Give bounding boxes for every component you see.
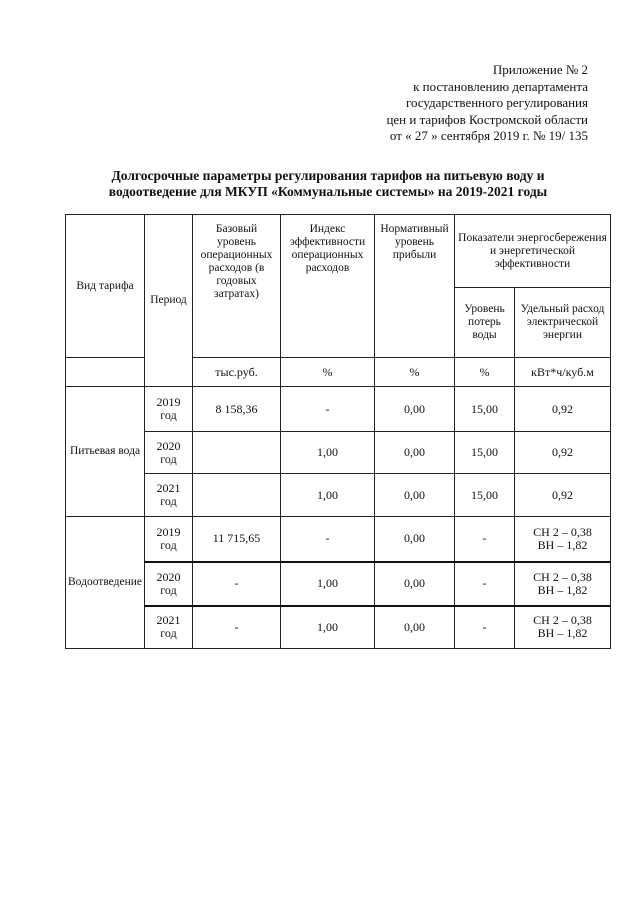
table-row [66, 387, 611, 432]
normative-profit-cell: 0,00 [375, 387, 455, 432]
table-row [66, 606, 611, 649]
appendix-line: к постановлению департамента [413, 78, 588, 94]
appendix-line: от « 27 » сентября 2019 г. № 19/ 135 [389, 128, 588, 143]
appendix-line: Приложение № 2 [492, 62, 588, 77]
power-line: 0,92 [552, 445, 573, 459]
water-loss-cell: 15,00 [455, 387, 515, 432]
unit-base-level: тыс.руб. [193, 358, 281, 387]
specific-power-cell [515, 432, 611, 474]
unit-efficiency-index: % [281, 358, 375, 387]
header-normative-profit: Нормативный уровень прибыли [375, 215, 455, 358]
power-line: 0,92 [552, 487, 573, 502]
efficiency-index-cell: 1,00 [281, 474, 375, 517]
header-energy-indicators: Показатели энергосбережения и энергетической эффективности [455, 215, 611, 288]
header-tariff-type-continued [66, 358, 145, 387]
period-cell: 2019 год [145, 387, 193, 432]
normative-profit-cell: 0,00 [375, 517, 455, 562]
base-level-cell [193, 432, 281, 474]
specific-power-cell [515, 562, 611, 606]
unit-water-loss: % [455, 358, 515, 387]
specific-power-cell [515, 387, 611, 432]
water-loss-cell: 15,00 [455, 474, 515, 517]
appendix-line: цен и тарифов Костромской области [386, 111, 588, 127]
header-water-loss: Уровень потерь воды [455, 288, 515, 358]
title-line: водоотведение для МКУП «Коммунальные системы» на 2019-2021 годы [108, 184, 548, 199]
specific-power-cell [515, 517, 611, 562]
power-line: ВН – 1,82 [537, 626, 588, 641]
table-row [66, 517, 611, 562]
appendix-line: государственного регулирования [405, 95, 588, 110]
header-base-level: Базовый уровень операционных расходов (в годовых затратах) [193, 215, 281, 358]
normative-profit-cell: 0,00 [375, 562, 455, 606]
table-row [66, 562, 611, 606]
tariff-type-cell: Водоотведение [66, 517, 145, 649]
period-cell: 2019 год [145, 517, 193, 562]
appendix-header [386, 62, 588, 145]
water-loss-cell: - [455, 606, 515, 649]
efficiency-index-cell: - [281, 517, 375, 562]
power-line: СН 2 – 0,38 [533, 524, 592, 539]
tariff-type-cell: Питьевая вода [66, 387, 145, 517]
base-level-cell: - [193, 606, 281, 649]
efficiency-index-cell: 1,00 [281, 432, 375, 474]
power-line: СН 2 – 0,38 [533, 613, 592, 628]
normative-profit-cell: 0,00 [375, 432, 455, 474]
table-row [66, 432, 611, 474]
period-cell: 2020 год [145, 562, 193, 606]
table-row [66, 474, 611, 517]
water-loss-cell: - [455, 517, 515, 562]
unit-normative-profit: % [375, 358, 455, 387]
period-cell: 2021 год [145, 606, 193, 649]
water-loss-cell: - [455, 562, 515, 606]
power-line: ВН – 1,82 [537, 537, 588, 552]
normative-profit-cell: 0,00 [375, 606, 455, 649]
power-line: СН 2 – 0,38 [533, 569, 592, 584]
specific-power-cell [515, 474, 611, 517]
efficiency-index-cell: - [281, 387, 375, 432]
period-cell: 2020 год [145, 432, 193, 474]
normative-profit-cell: 0,00 [375, 474, 455, 517]
power-line: ВН – 1,82 [537, 582, 588, 597]
base-level-cell [193, 474, 281, 517]
header-efficiency-index: Индекс эффективности операционных расходов [281, 215, 375, 358]
efficiency-index-cell: 1,00 [281, 562, 375, 606]
base-level-cell: - [193, 562, 281, 606]
unit-specific-power: кВт*ч/куб.м [515, 358, 611, 387]
tariff-parameters-table [65, 214, 611, 649]
base-level-cell: 11 715,65 [193, 517, 281, 562]
efficiency-index-cell: 1,00 [281, 606, 375, 649]
power-line: 0,92 [552, 401, 573, 416]
base-level-cell: 8 158,36 [193, 387, 281, 432]
header-period: Период [145, 215, 193, 387]
header-tariff-type: Вид тарифа [66, 215, 145, 358]
document-title [60, 168, 596, 200]
water-loss-cell: 15,00 [455, 432, 515, 474]
specific-power-cell [515, 606, 611, 649]
title-line: Долгосрочные параметры регулирования тарифов на питьевую воду и [111, 168, 545, 183]
period-cell: 2021 год [145, 474, 193, 517]
header-specific-power: Удельный расход электрической энергии [515, 288, 611, 358]
